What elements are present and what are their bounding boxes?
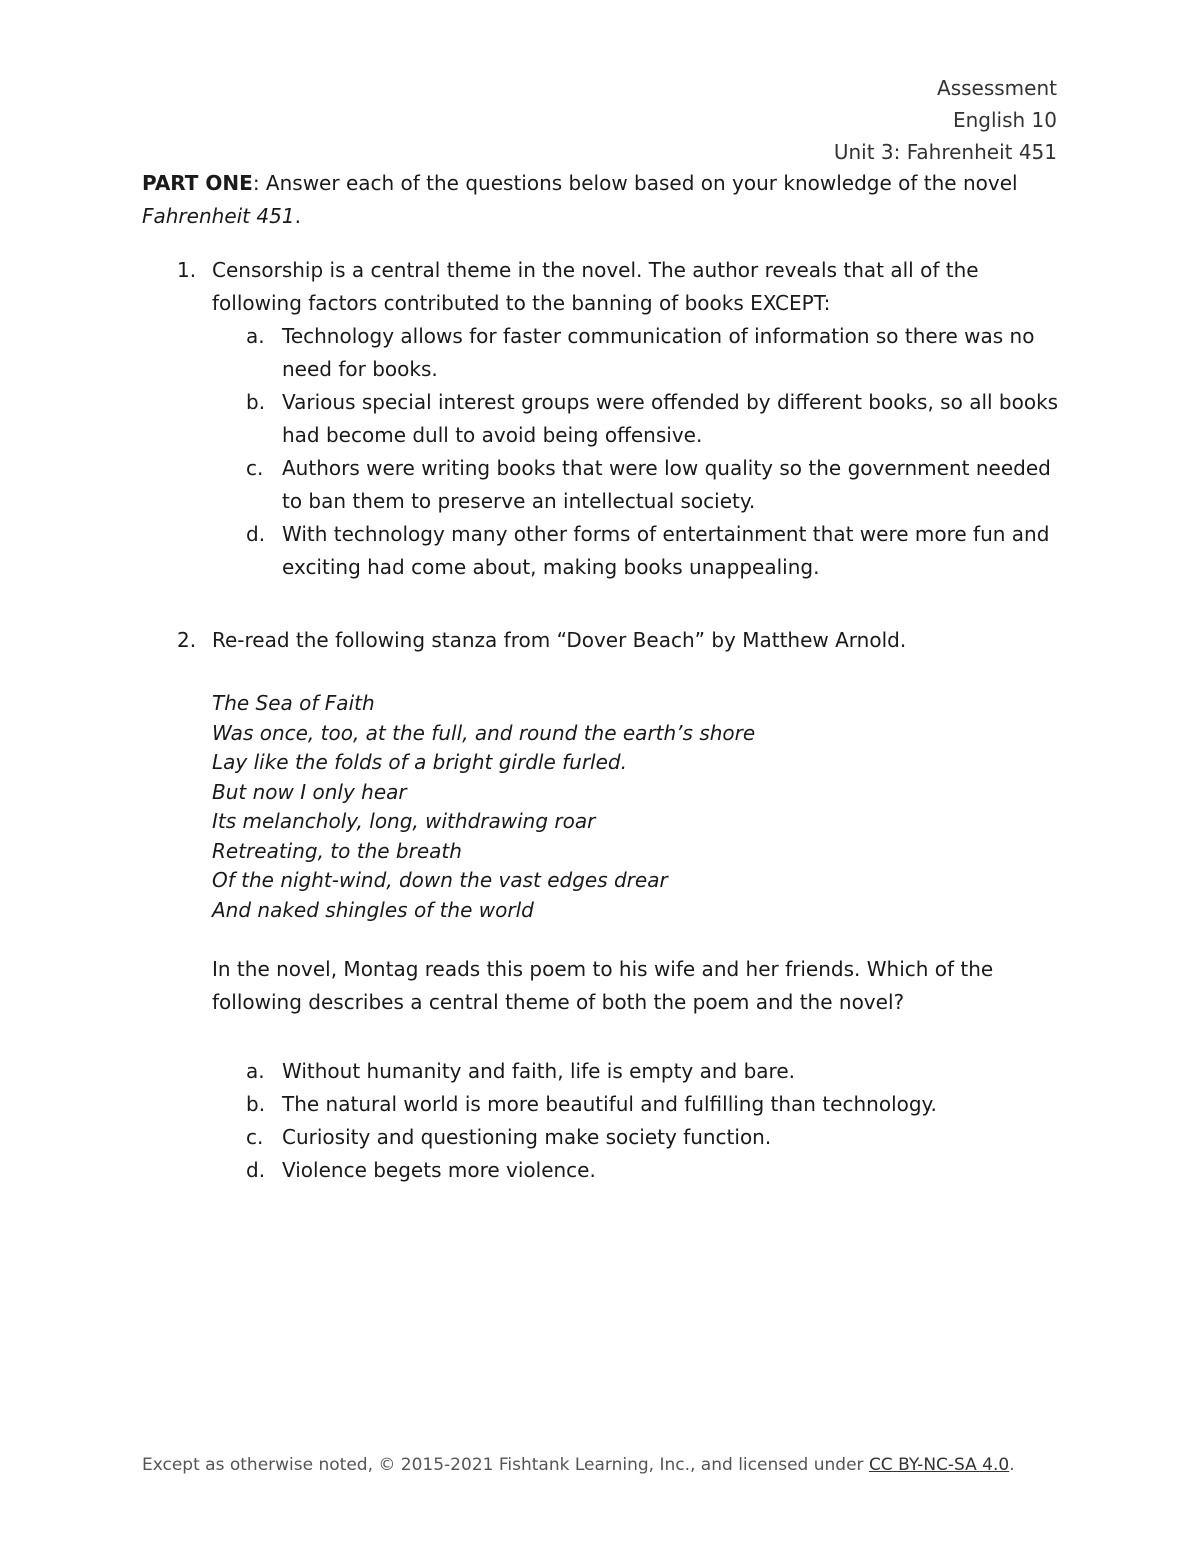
option-letter: a. — [246, 324, 265, 348]
footer-end: . — [1009, 1455, 1015, 1475]
question-2-followup: In the novel, Montag reads this poem to his wife and her friends. Which of the following describes a central theme of both the poem and the novel? — [212, 957, 994, 1014]
poem-line: Of the night-wind, down the vast edges drear — [212, 868, 668, 892]
license-footer — [142, 1455, 1062, 1475]
option-text: Authors were writing books that were low quality so the government needed to ban them to preserve an intellectual society. — [282, 456, 1051, 513]
option-letter: b. — [246, 390, 266, 414]
poem-line: Its melancholy, long, withdrawing roar — [212, 809, 596, 833]
question-stem: Censorship is a central theme in the novel. The author reveals that all of the following factors contributed to the banning of books EXCEPT: — [212, 258, 979, 315]
question-number: 1. — [177, 258, 197, 282]
option-letter: c. — [246, 456, 264, 480]
answer-option — [142, 1154, 1062, 1187]
license-link[interactable]: CC BY-NC-SA 4.0 — [868, 1455, 1010, 1475]
answer-option — [142, 1121, 1062, 1154]
answer-option — [142, 1055, 1062, 1088]
part-one-instructions — [142, 167, 1062, 233]
option-text: Technology allows for faster communication of information so there was no need for books. — [282, 324, 1035, 381]
answer-option — [142, 452, 1062, 518]
option-letter: a. — [246, 1059, 265, 1083]
question-stem: Re-read the following stanza from “Dover Beach” by Matthew Arnold. — [212, 628, 907, 652]
page-header — [834, 72, 1057, 168]
answer-option — [142, 518, 1062, 584]
poem-line: Retreating, to the breath — [212, 838, 462, 863]
option-text: The natural world is more beautiful and fulfilling than technology. — [282, 1092, 937, 1116]
poem-line: The Sea of Faith — [212, 691, 375, 715]
option-text: Without humanity and faith, life is empty and bare. — [282, 1059, 795, 1083]
answer-option — [142, 1088, 1062, 1121]
answer-options — [142, 1055, 1062, 1187]
option-letter: d. — [246, 522, 266, 546]
option-letter: c. — [246, 1125, 264, 1149]
header-assessment: Assessment — [937, 76, 1057, 100]
poem-line: And naked shingles of the world — [212, 897, 534, 922]
poem-line: But now I only hear — [212, 779, 407, 804]
answer-option — [142, 386, 1062, 452]
question-number: 2. — [177, 628, 197, 652]
answer-option — [142, 320, 1062, 386]
option-text: Various special interest groups were offended by different books, so all books had become dull to avoid being offensive. — [282, 390, 1059, 447]
poem-line: Was once, too, at the full, and round the earth’s shore — [212, 720, 756, 745]
instructions-text: Answer each of the questions below based on your knowledge of the novel — [259, 171, 1018, 195]
header-unit: Unit 3: Fahrenheit 451 — [833, 140, 1057, 164]
instructions-end: . — [294, 204, 301, 228]
poem-line: Lay like the folds of a bright girdle furled. — [212, 750, 627, 774]
part-colon: : — [252, 171, 260, 195]
option-text: Curiosity and questioning make society function. — [282, 1125, 772, 1149]
option-letter: b. — [246, 1092, 266, 1116]
option-text: With technology many other forms of entertainment that were more fun and exciting had come about, making books unappealing. — [282, 522, 1050, 579]
answer-options — [142, 320, 1062, 584]
poem-stanza — [212, 689, 755, 925]
novel-title: Fahrenheit 451 — [142, 204, 295, 228]
option-letter: d. — [246, 1158, 266, 1182]
part-label: PART ONE — [142, 171, 253, 195]
header-course: English 10 — [952, 108, 1057, 132]
question-2 — [142, 624, 1062, 657]
question-2-options — [142, 1055, 1062, 1187]
option-text: Violence begets more violence. — [282, 1158, 596, 1182]
footer-text: Except as otherwise noted, © 2015-2021 Fishtank Learning, Inc., and licensed under — [142, 1455, 869, 1475]
question-1 — [142, 254, 1062, 584]
